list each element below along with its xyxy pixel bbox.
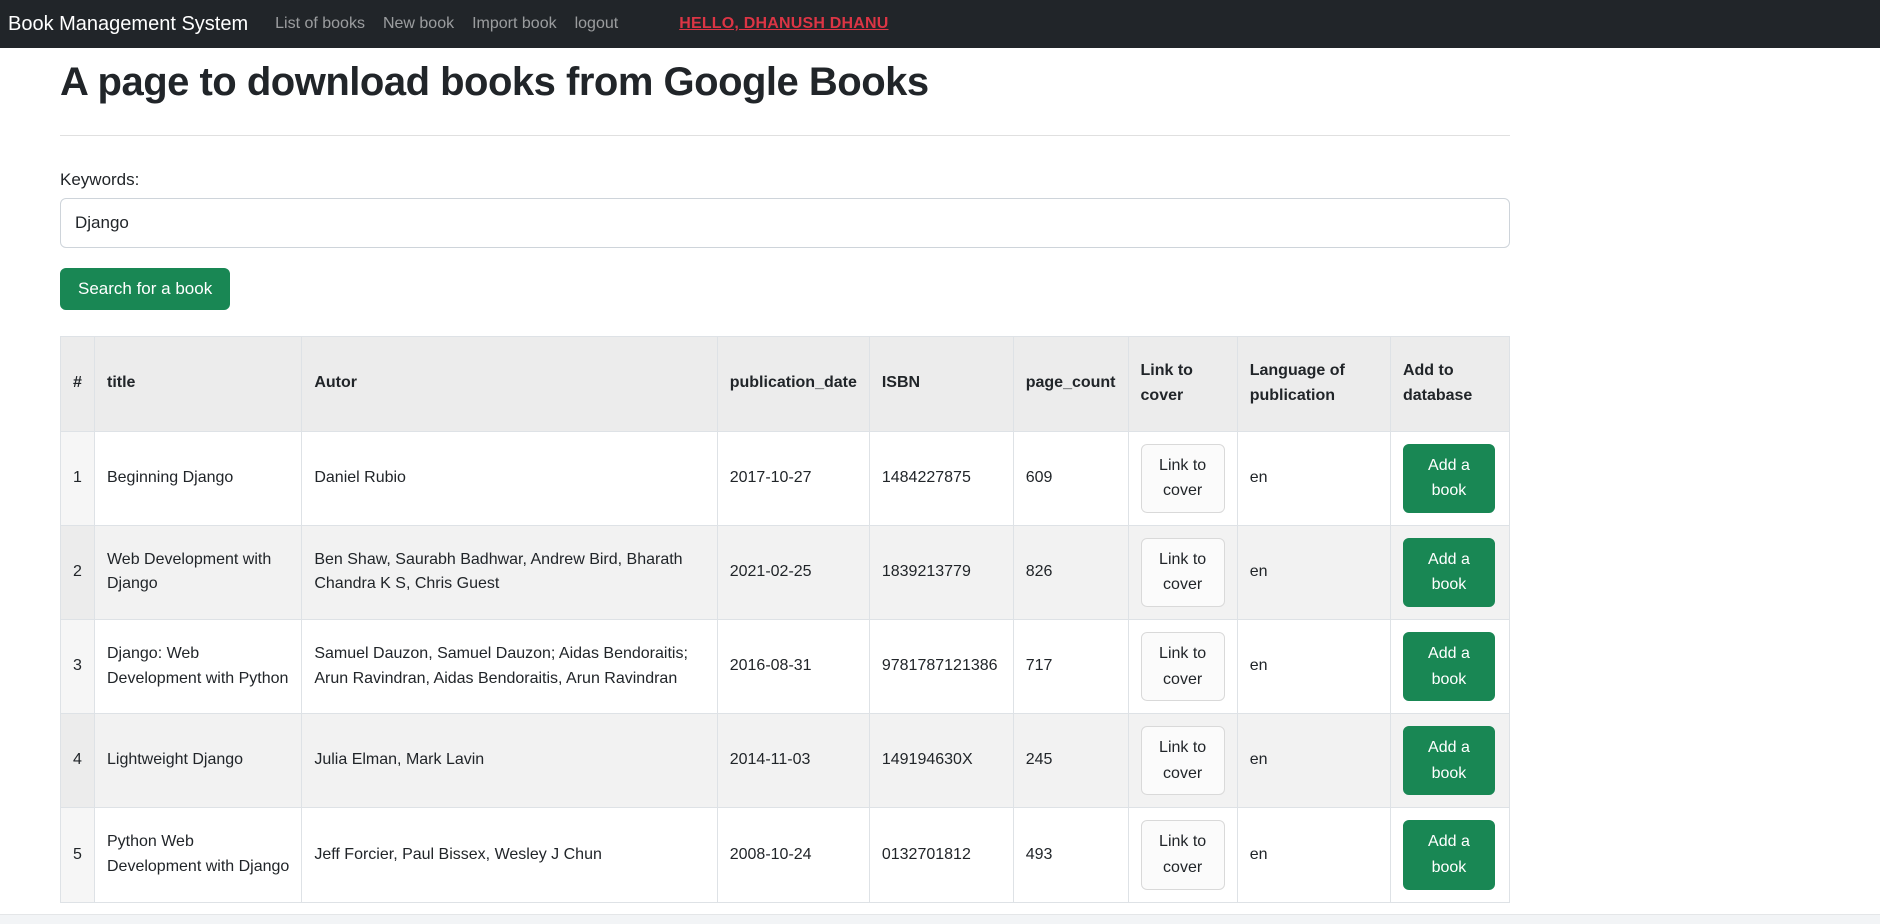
table-row (61, 714, 1510, 808)
cell-isbn: 1484227875 (869, 431, 1013, 525)
search-button[interactable]: Search for a book (60, 268, 230, 310)
cell-publication-date: 2017-10-27 (717, 431, 869, 525)
link-to-cover-button[interactable]: Link to cover (1141, 538, 1225, 607)
cell-language: en (1237, 714, 1390, 808)
row-number: 1 (61, 431, 95, 525)
header-add-to-database: Add to database (1390, 337, 1509, 432)
keywords-input[interactable] (60, 198, 1510, 248)
table-row (61, 431, 1510, 525)
add-a-book-button[interactable]: Add a book (1403, 632, 1495, 701)
cell-title: Python Web Development with Django (94, 808, 301, 902)
cell-publication-date: 2016-08-31 (717, 619, 869, 713)
header-language: Language of publication (1237, 337, 1390, 432)
add-a-book-button[interactable]: Add a book (1403, 726, 1495, 795)
add-a-book-button[interactable]: Add a book (1403, 820, 1495, 889)
cell-page-count: 826 (1013, 525, 1128, 619)
cell-isbn: 1839213779 (869, 525, 1013, 619)
title-divider (60, 135, 1510, 136)
keywords-label: Keywords: (60, 170, 140, 189)
page-title: A page to download books from Google Books (60, 60, 929, 104)
header-page-count: page_count (1013, 337, 1128, 432)
row-number: 4 (61, 714, 95, 808)
nav-link-list-of-books[interactable]: List of books (275, 15, 365, 32)
cell-page-count: 245 (1013, 714, 1128, 808)
table-row (61, 808, 1510, 902)
row-number: 3 (61, 619, 95, 713)
cell-publication-date: 2008-10-24 (717, 808, 869, 902)
table-row (61, 525, 1510, 619)
cell-publication-date: 2014-11-03 (717, 714, 869, 808)
link-to-cover-button[interactable]: Link to cover (1141, 444, 1225, 513)
cell-page-count: 609 (1013, 431, 1128, 525)
top-navbar (0, 0, 1880, 48)
cell-page-count: 717 (1013, 619, 1128, 713)
cell-page-count: 493 (1013, 808, 1128, 902)
link-to-cover-button[interactable]: Link to cover (1141, 820, 1225, 889)
cell-isbn: 0132701812 (869, 808, 1013, 902)
cell-title: Lightweight Django (94, 714, 301, 808)
cell-isbn: 9781787121386 (869, 619, 1013, 713)
add-a-book-button[interactable]: Add a book (1403, 444, 1495, 513)
nav-link-logout[interactable]: logout (574, 15, 619, 32)
table-header-row (61, 337, 1510, 432)
header-num: # (61, 337, 95, 432)
row-number: 2 (61, 525, 95, 619)
cell-language: en (1237, 525, 1390, 619)
header-publication-date: publication_date (717, 337, 869, 432)
nav-link-import-book[interactable]: Import book (472, 15, 557, 32)
cell-autor: Jeff Forcier, Paul Bissex, Wesley J Chun (302, 808, 717, 902)
link-to-cover-button[interactable]: Link to cover (1141, 726, 1225, 795)
cell-language: en (1237, 619, 1390, 713)
cell-title: Beginning Django (94, 431, 301, 525)
header-isbn: ISBN (869, 337, 1013, 432)
row-number: 5 (61, 808, 95, 902)
brand-link[interactable]: Book Management System (8, 12, 249, 35)
cell-title: Web Development with Django (94, 525, 301, 619)
cell-title: Django: Web Development with Python (94, 619, 301, 713)
table-row (61, 619, 1510, 713)
cell-autor: Samuel Dauzon, Samuel Dauzon; Aidas Bendoraitis; Arun Ravindran, Aidas Bendoraitis, Arun Ravindran (302, 619, 717, 713)
cell-isbn: 149194630X (869, 714, 1013, 808)
cell-publication-date: 2021-02-25 (717, 525, 869, 619)
main-container (60, 60, 1510, 903)
user-greeting-link[interactable]: HELLO, DHANUSH DHANU (679, 15, 889, 32)
books-table (60, 336, 1510, 903)
cell-autor: Daniel Rubio (302, 431, 717, 525)
cell-language: en (1237, 431, 1390, 525)
cell-autor: Ben Shaw, Saurabh Badhwar, Andrew Bird, Bharath Chandra K S, Chris Guest (302, 525, 717, 619)
header-autor: Autor (302, 337, 717, 432)
nav-link-new-book[interactable]: New book (382, 15, 455, 32)
cell-autor: Julia Elman, Mark Lavin (302, 714, 717, 808)
add-a-book-button[interactable]: Add a book (1403, 538, 1495, 607)
link-to-cover-button[interactable]: Link to cover (1141, 632, 1225, 701)
header-title: title (94, 337, 301, 432)
header-link-to-cover: Link to cover (1128, 337, 1237, 432)
cell-language: en (1237, 808, 1390, 902)
horizontal-scrollbar[interactable] (0, 914, 1880, 924)
